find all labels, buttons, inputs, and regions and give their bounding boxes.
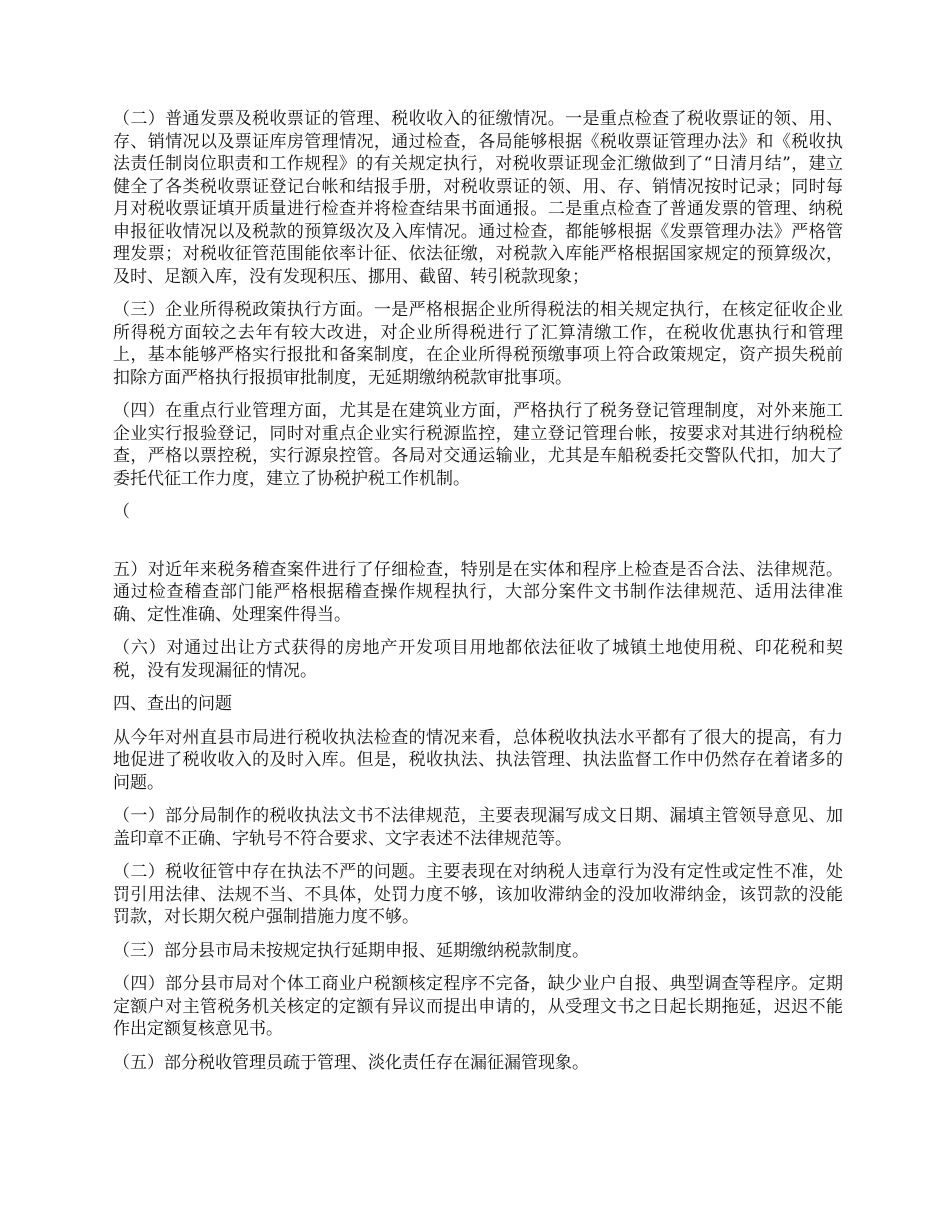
document-page [113, 108, 843, 1085]
paragraph-problem-3: （三）部分县市局未按规定执行延期申报、延期缴纳税款制度。 [113, 940, 589, 961]
paragraph-key-industries: （四）在重点行业管理方面，尤其是在建筑业方面，严格执行了税务登记管理制度，对外来施工企业实行报验登记，同时对重点企业实行税源监控，建立登记管理台帐，按要求对其进行纳税检查，严格以票控税，实行源泉控管。各局对交通运输业，尤其是车船税委托交警队代扣，加大了委托代征工作力度，建立了协税护税工作机制。 [113, 401, 843, 489]
paragraph-corporate-income-tax: （三）企业所得税政策执行方面。一是严格根据企业所得税法的相关规定执行，在核定征收企业所得税方面较之去年有较大改进，对企业所得税进行了汇算清缴工作，在税收优惠执行和管理上，基本能够严格实行报批和备案制度，在企业所得税预缴事项上符合政策规定，资产损失税前扣除方面严格执行报损审批制度，无延期缴纳税款审批事项。 [113, 300, 843, 388]
paragraph-land-use-tax: （六）对通过出让方式获得的房地产开发项目用地都依法征收了城镇土地使用税、印花税和契税，没有发现漏征的情况。 [113, 638, 843, 681]
paragraph-fragment-open-paren: （ [113, 502, 130, 522]
paragraph-problem-1: （一）部分局制作的税收执法文书不法律规范，主要表现漏写成文日期、漏填主管领导意见、加盖印章不正确、字轨号不符合要求、文字表述不法律规范等。 [113, 806, 843, 849]
paragraph-problem-2: （二）税收征管中存在执法不严的问题。主要表现在对纳税人违章行为没有定性或定性不准，处罚引用法律、法规不当、不具体，处罚力度不够，该加收滞纳金的没加收滞纳金，该罚款的没能罚款，对长期欠税户强制措施力度不够。 [113, 862, 843, 927]
paragraph-problems-overview: 从今年对州直县市局进行税收执法检查的情况来看，总体税收执法水平都有了很大的提高，有力地促进了税收收入的及时入库。但是，税收执法、执法管理、执法监督工作中仍然存在着诸多的问题。 [113, 727, 843, 793]
paragraph-problem-4: （四）部分县市局对个体工商业户税额核定程序不完备，缺少业户自报、典型调查等程序。定期定额户对主管税务机关核定的定额有异议而提出申请的，从受理文书之日起长期拖延，迟迟不能作出定额复核意见书。 [113, 974, 843, 1039]
paragraph-problem-5: （五）部分税收管理员疏于管理、淡化责任存在漏征漏管现象。 [113, 1052, 589, 1073]
paragraph-ordinary-invoices: （二）普通发票及税收票证的管理、税收收入的征缴情况。一是重点检查了税收票证的领、用、存、销情况以及票证库房管理情况，通过检查，各局能够根据《税收票证管理办法》和《税收执法责任制岗位职责和工作规程》的有关规定执行，对税收票证现金汇缴做到了“日清月结”，建立健全了各类税收票证登记台帐和结报手册，对税收票证的领、用、存、销情况按时记录；同时每月对税收票证填开质量进行检查并将检查结果书面通报。二是重点检查了普通发票的管理、纳税申报征收情况以及税款的预算级次及入库情况。通过检查，都能够根据《发票管理办法》严格管理发票；对税收征管范围能依率计征、依法征缴，对税款入库能严格根据国家规定的预算级次，及时、足额入库，没有发现积压、挪用、截留、转引税款现象； [113, 109, 843, 287]
section-heading-problems: 四、查出的问题 [113, 694, 232, 714]
paragraph-audit-cases: 五）对近年来税务稽查案件进行了仔细检查，特别是在实体和程序上检查是否合法、法律规范。通过检查稽查部门能严格根据稽查操作规程执行，大部分案件文书制作法律规范、适用法律准确、定性准确、处理案件得当。 [113, 559, 843, 625]
